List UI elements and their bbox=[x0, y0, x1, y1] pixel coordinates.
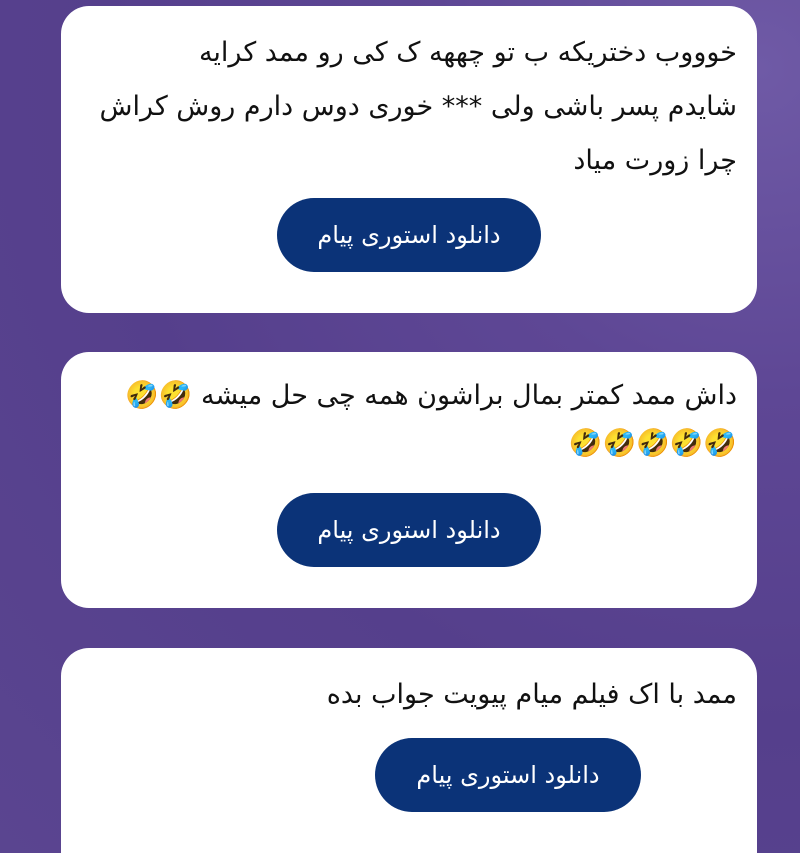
message-card bbox=[61, 648, 757, 853]
download-story-button[interactable]: دانلود استوری پیام bbox=[375, 738, 641, 812]
message-card bbox=[61, 352, 757, 608]
message-text: داش ممد کمتر بمال براشون همه چی حل میشه 🤣🤣 🤣🤣🤣🤣🤣 bbox=[125, 380, 737, 459]
download-story-button[interactable]: دانلود استوری پیام bbox=[277, 198, 541, 272]
message-text: ممد با اک فیلم میام پیویت جواب بده bbox=[326, 679, 737, 710]
download-story-button[interactable]: دانلود استوری پیام bbox=[277, 493, 541, 567]
message-card bbox=[61, 6, 757, 313]
message-text: خوووب دختریکه ب تو چههه ک کی رو ممد کرایه شایدم پسر باشی ولی *** خوری دوس دارم روش کراش چرا زورت میاد bbox=[99, 37, 737, 176]
